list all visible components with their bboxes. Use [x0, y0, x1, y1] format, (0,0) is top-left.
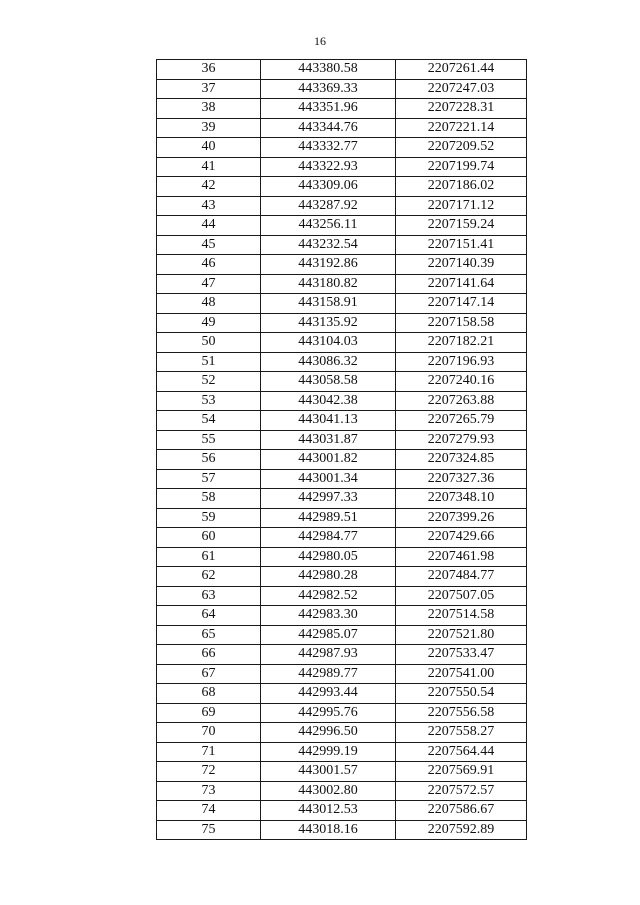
- x-coordinate-cell: 443232.54: [261, 235, 396, 255]
- point-number-cell: 73: [157, 781, 261, 801]
- table-row: [157, 567, 527, 587]
- point-number-cell: 64: [157, 606, 261, 626]
- point-number-cell: 75: [157, 820, 261, 840]
- x-coordinate-cell: 442989.77: [261, 664, 396, 684]
- table-row: [157, 79, 527, 99]
- table-row: [157, 352, 527, 372]
- y-coordinate-cell: 2207196.93: [396, 352, 527, 372]
- point-number-cell: 38: [157, 99, 261, 119]
- table-row: [157, 742, 527, 762]
- y-coordinate-cell: 2207461.98: [396, 547, 527, 567]
- point-number-cell: 43: [157, 196, 261, 216]
- y-coordinate-cell: 2207514.58: [396, 606, 527, 626]
- point-number-cell: 40: [157, 138, 261, 158]
- y-coordinate-cell: 2207140.39: [396, 255, 527, 275]
- point-number-cell: 72: [157, 762, 261, 782]
- table-row: [157, 684, 527, 704]
- point-number-cell: 66: [157, 645, 261, 665]
- y-coordinate-cell: 2207158.58: [396, 313, 527, 333]
- table-row: [157, 469, 527, 489]
- point-number-cell: 58: [157, 489, 261, 509]
- x-coordinate-cell: 442995.76: [261, 703, 396, 723]
- table-row: [157, 391, 527, 411]
- y-coordinate-cell: 2207209.52: [396, 138, 527, 158]
- x-coordinate-cell: 443380.58: [261, 60, 396, 80]
- point-number-cell: 55: [157, 430, 261, 450]
- y-coordinate-cell: 2207484.77: [396, 567, 527, 587]
- y-coordinate-cell: 2207228.31: [396, 99, 527, 119]
- y-coordinate-cell: 2207327.36: [396, 469, 527, 489]
- point-number-cell: 41: [157, 157, 261, 177]
- x-coordinate-cell: 442982.52: [261, 586, 396, 606]
- x-coordinate-cell: 443287.92: [261, 196, 396, 216]
- point-number-cell: 74: [157, 801, 261, 821]
- y-coordinate-cell: 2207429.66: [396, 528, 527, 548]
- y-coordinate-cell: 2207261.44: [396, 60, 527, 80]
- y-coordinate-cell: 2207572.57: [396, 781, 527, 801]
- y-coordinate-cell: 2207541.00: [396, 664, 527, 684]
- point-number-cell: 39: [157, 118, 261, 138]
- y-coordinate-cell: 2207199.74: [396, 157, 527, 177]
- point-number-cell: 49: [157, 313, 261, 333]
- x-coordinate-cell: 442989.51: [261, 508, 396, 528]
- point-number-cell: 71: [157, 742, 261, 762]
- x-coordinate-cell: 443104.03: [261, 333, 396, 353]
- x-coordinate-cell: 442980.05: [261, 547, 396, 567]
- x-coordinate-cell: 443001.82: [261, 450, 396, 470]
- y-coordinate-cell: 2207592.89: [396, 820, 527, 840]
- x-coordinate-cell: 442980.28: [261, 567, 396, 587]
- x-coordinate-cell: 443002.80: [261, 781, 396, 801]
- x-coordinate-cell: 442984.77: [261, 528, 396, 548]
- y-coordinate-cell: 2207182.21: [396, 333, 527, 353]
- coordinates-table-body: [157, 60, 527, 840]
- point-number-cell: 36: [157, 60, 261, 80]
- x-coordinate-cell: 443001.57: [261, 762, 396, 782]
- table-row: [157, 333, 527, 353]
- table-row: [157, 528, 527, 548]
- x-coordinate-cell: 442997.33: [261, 489, 396, 509]
- table-row: [157, 489, 527, 509]
- y-coordinate-cell: 2207507.05: [396, 586, 527, 606]
- y-coordinate-cell: 2207141.64: [396, 274, 527, 294]
- y-coordinate-cell: 2207550.54: [396, 684, 527, 704]
- point-number-cell: 46: [157, 255, 261, 275]
- x-coordinate-cell: 443332.77: [261, 138, 396, 158]
- point-number-cell: 53: [157, 391, 261, 411]
- x-coordinate-cell: 443344.76: [261, 118, 396, 138]
- y-coordinate-cell: 2207240.16: [396, 372, 527, 392]
- y-coordinate-cell: 2207348.10: [396, 489, 527, 509]
- point-number-cell: 48: [157, 294, 261, 314]
- table-row: [157, 430, 527, 450]
- y-coordinate-cell: 2207221.14: [396, 118, 527, 138]
- table-row: [157, 60, 527, 80]
- table-row: [157, 762, 527, 782]
- x-coordinate-cell: 443031.87: [261, 430, 396, 450]
- y-coordinate-cell: 2207186.02: [396, 177, 527, 197]
- table-row: [157, 586, 527, 606]
- point-number-cell: 65: [157, 625, 261, 645]
- x-coordinate-cell: 443158.91: [261, 294, 396, 314]
- x-coordinate-cell: 443012.53: [261, 801, 396, 821]
- table-row: [157, 450, 527, 470]
- y-coordinate-cell: 2207521.80: [396, 625, 527, 645]
- y-coordinate-cell: 2207171.12: [396, 196, 527, 216]
- x-coordinate-cell: 443042.38: [261, 391, 396, 411]
- x-coordinate-cell: 442985.07: [261, 625, 396, 645]
- point-number-cell: 45: [157, 235, 261, 255]
- y-coordinate-cell: 2207399.26: [396, 508, 527, 528]
- x-coordinate-cell: 443058.58: [261, 372, 396, 392]
- y-coordinate-cell: 2207247.03: [396, 79, 527, 99]
- point-number-cell: 37: [157, 79, 261, 99]
- table-row: [157, 723, 527, 743]
- table-row: [157, 801, 527, 821]
- table-row: [157, 547, 527, 567]
- x-coordinate-cell: 442983.30: [261, 606, 396, 626]
- y-coordinate-cell: 2207558.27: [396, 723, 527, 743]
- table-row: [157, 99, 527, 119]
- table-row: [157, 196, 527, 216]
- point-number-cell: 62: [157, 567, 261, 587]
- table-row: [157, 177, 527, 197]
- y-coordinate-cell: 2207265.79: [396, 411, 527, 431]
- table-row: [157, 313, 527, 333]
- y-coordinate-cell: 2207564.44: [396, 742, 527, 762]
- page-number: 16: [314, 34, 326, 48]
- table-row: [157, 508, 527, 528]
- table-row: [157, 645, 527, 665]
- table-row: [157, 664, 527, 684]
- y-coordinate-cell: 2207569.91: [396, 762, 527, 782]
- y-coordinate-cell: 2207279.93: [396, 430, 527, 450]
- table-row: [157, 138, 527, 158]
- point-number-cell: 44: [157, 216, 261, 236]
- x-coordinate-cell: 443135.92: [261, 313, 396, 333]
- y-coordinate-cell: 2207151.41: [396, 235, 527, 255]
- point-number-cell: 70: [157, 723, 261, 743]
- point-number-cell: 52: [157, 372, 261, 392]
- x-coordinate-cell: 442993.44: [261, 684, 396, 704]
- x-coordinate-cell: 443369.33: [261, 79, 396, 99]
- point-number-cell: 57: [157, 469, 261, 489]
- table-row: [157, 606, 527, 626]
- table-row: [157, 274, 527, 294]
- point-number-cell: 56: [157, 450, 261, 470]
- x-coordinate-cell: 443192.86: [261, 255, 396, 275]
- point-number-cell: 59: [157, 508, 261, 528]
- x-coordinate-cell: 443041.13: [261, 411, 396, 431]
- x-coordinate-cell: 442987.93: [261, 645, 396, 665]
- table-row: [157, 294, 527, 314]
- table-row: [157, 372, 527, 392]
- table-row: [157, 255, 527, 275]
- x-coordinate-cell: 443180.82: [261, 274, 396, 294]
- point-number-cell: 54: [157, 411, 261, 431]
- table-row: [157, 157, 527, 177]
- x-coordinate-cell: 443322.93: [261, 157, 396, 177]
- point-number-cell: 47: [157, 274, 261, 294]
- y-coordinate-cell: 2207147.14: [396, 294, 527, 314]
- x-coordinate-cell: 443256.11: [261, 216, 396, 236]
- y-coordinate-cell: 2207324.85: [396, 450, 527, 470]
- x-coordinate-cell: 443351.96: [261, 99, 396, 119]
- point-number-cell: 60: [157, 528, 261, 548]
- point-number-cell: 61: [157, 547, 261, 567]
- table-row: [157, 216, 527, 236]
- point-number-cell: 68: [157, 684, 261, 704]
- y-coordinate-cell: 2207263.88: [396, 391, 527, 411]
- point-number-cell: 67: [157, 664, 261, 684]
- y-coordinate-cell: 2207159.24: [396, 216, 527, 236]
- x-coordinate-cell: 443309.06: [261, 177, 396, 197]
- point-number-cell: 63: [157, 586, 261, 606]
- point-number-cell: 69: [157, 703, 261, 723]
- y-coordinate-cell: 2207586.67: [396, 801, 527, 821]
- table-row: [157, 820, 527, 840]
- table-row: [157, 411, 527, 431]
- y-coordinate-cell: 2207556.58: [396, 703, 527, 723]
- table-row: [157, 625, 527, 645]
- table-row: [157, 703, 527, 723]
- table-row: [157, 781, 527, 801]
- table-row: [157, 118, 527, 138]
- x-coordinate-cell: 443018.16: [261, 820, 396, 840]
- x-coordinate-cell: 443001.34: [261, 469, 396, 489]
- point-number-cell: 42: [157, 177, 261, 197]
- point-number-cell: 50: [157, 333, 261, 353]
- x-coordinate-cell: 443086.32: [261, 352, 396, 372]
- x-coordinate-cell: 442996.50: [261, 723, 396, 743]
- x-coordinate-cell: 442999.19: [261, 742, 396, 762]
- coordinates-table: [156, 59, 527, 840]
- y-coordinate-cell: 2207533.47: [396, 645, 527, 665]
- table-row: [157, 235, 527, 255]
- point-number-cell: 51: [157, 352, 261, 372]
